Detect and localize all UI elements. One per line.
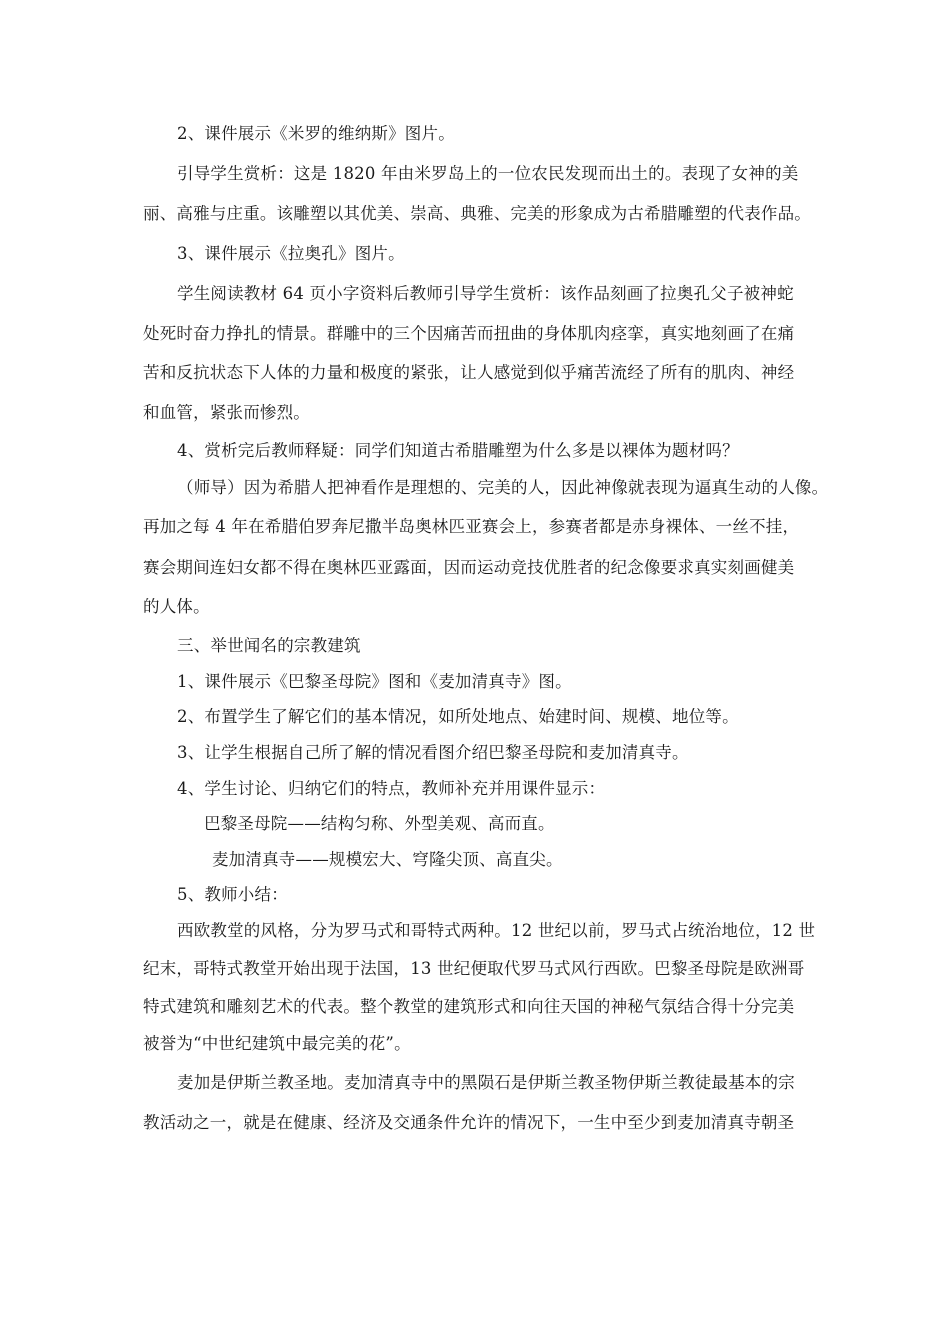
text-line: （师导）因为希腊人把神看作是理想的、完美的人，因此神像就表现为逼真生动的人像。 xyxy=(177,478,829,497)
section-heading: 三、举世闻名的宗教建筑 xyxy=(177,636,361,655)
text-line: 西欧教堂的风格，分为罗马式和哥特式两种。12 世纪以前，罗马式占统治地位，12 世 xyxy=(177,921,816,940)
text-line: 特式建筑和雕刻艺术的代表。整个教堂的建筑形式和向往天国的神秘气氛结合得十分完美 xyxy=(143,997,795,1016)
text-line: 的人体。 xyxy=(143,597,210,616)
text-line: 纪末，哥特式教堂开始出现于法国，13 世纪便取代罗马式风行西欧。巴黎圣母院是欧洲哥 xyxy=(143,959,805,978)
text-line: 3、课件展示《拉奥孔》图片。 xyxy=(177,244,405,263)
text-line: 4、学生讨论、归纳它们的特点，教师补充并用课件显示： xyxy=(177,779,606,798)
text-line: 赛会期间连妇女都不得在奥林匹亚露面，因而运动竞技优胜者的纪念像要求真实刻画健美 xyxy=(143,558,795,577)
text-line: 丽、高雅与庄重。该雕塑以其优美、崇高、典雅、完美的形象成为古希腊雕塑的代表作品。 xyxy=(143,204,811,223)
text-line: 5、教师小结： xyxy=(177,885,288,904)
text-line: 麦加清真寺——规模宏大、穹隆尖顶、高直尖。 xyxy=(212,850,563,869)
text-line: 处死时奋力挣扎的情景。群雕中的三个因痛苦而扭曲的身体肌肉痉挛，真实地刻画了在痛 xyxy=(143,324,795,343)
text-line: 被誉为“中世纪建筑中最完美的花”。 xyxy=(143,1034,411,1053)
text-line: 教活动之一，就是在健康、经济及交通条件允许的情况下，一生中至少到麦加清真寺朝圣 xyxy=(143,1113,795,1132)
text-line: 和血管，紧张而惨烈。 xyxy=(143,403,310,422)
text-line: 1、课件展示《巴黎圣母院》图和《麦加清真寺》图。 xyxy=(177,672,572,691)
text-line: 再加之每 4 年在希腊伯罗奔尼撒半岛奥林匹亚赛会上，参赛者都是赤身裸体、一丝不挂， xyxy=(143,517,800,536)
text-line: 2、布置学生了解它们的基本情况，如所处地点、始建时间、规模、地位等。 xyxy=(177,707,739,726)
text-line: 苦和反抗状态下人体的力量和极度的紧张，让人感觉到似乎痛苦流经了所有的肌肉、神经 xyxy=(143,363,795,382)
text-line: 4、赏析完后教师释疑：同学们知道古希腊雕塑为什么多是以裸体为题材吗？ xyxy=(177,441,739,460)
text-line: 巴黎圣母院——结构匀称、外型美观、高而直。 xyxy=(204,814,555,833)
text-line: 引导学生赏析：这是 1820 年由米罗岛上的一位农民发现而出土的。表现了女神的美 xyxy=(177,164,799,183)
text-line: 2、课件展示《米罗的维纳斯》图片。 xyxy=(177,124,455,143)
text-line: 3、让学生根据自己所了解的情况看图介绍巴黎圣母院和麦加清真寺。 xyxy=(177,743,689,762)
text-line: 麦加是伊斯兰教圣地。麦加清真寺中的黑陨石是伊斯兰教圣物伊斯兰教徒最基本的宗 xyxy=(177,1073,795,1092)
text-line: 学生阅读教材 64 页小字资料后教师引导学生赏析：该作品刻画了拉奥孔父子被神蛇 xyxy=(177,284,794,303)
